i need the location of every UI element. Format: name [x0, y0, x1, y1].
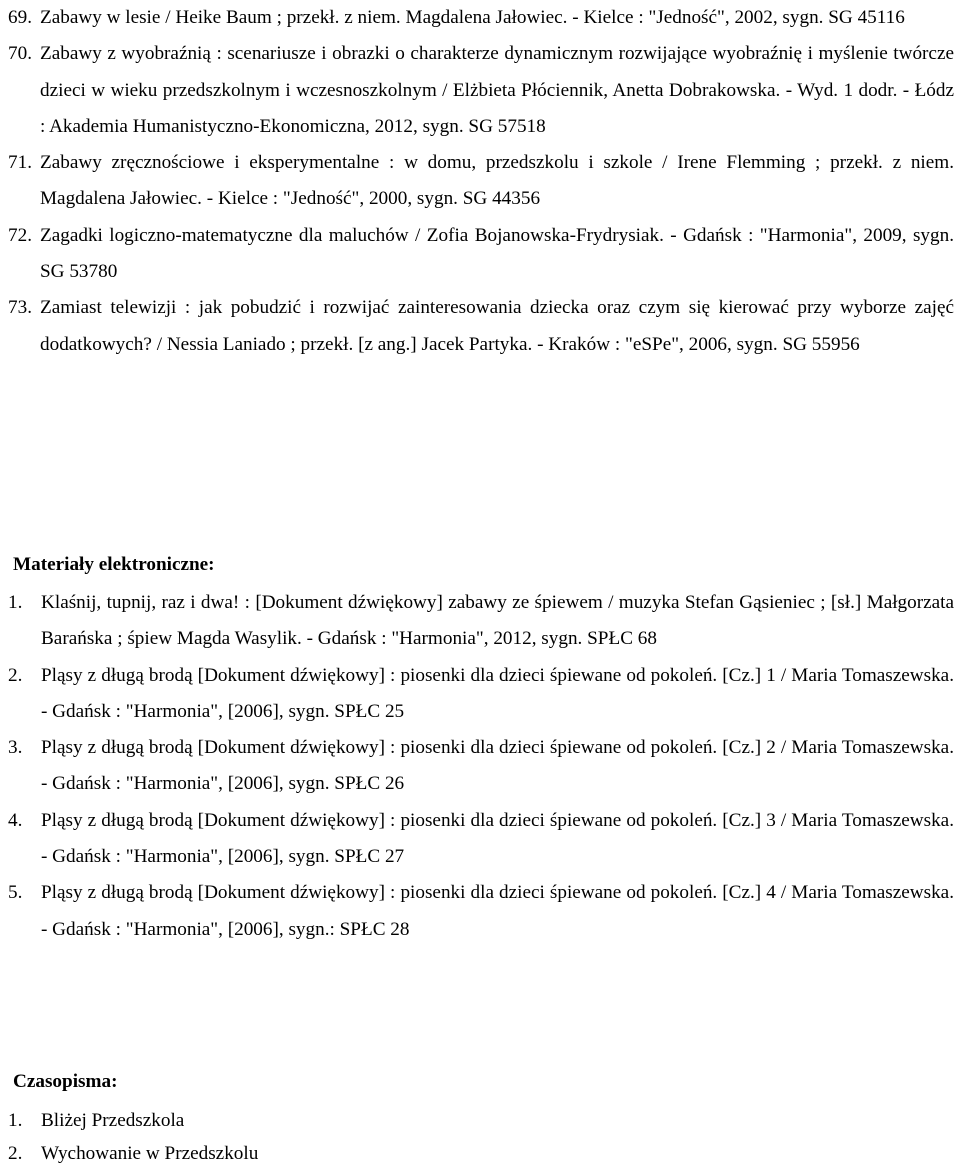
electronic-entry [8, 730, 954, 803]
electronic-entry [8, 803, 954, 876]
entry-text: Zabawy z wyobraźnią : scenariusze i obrazki o charakterze dynamicznym rozwijające wyobraźnię i myślenie twórcze dzieci w wieku przedszkolnym i wczesnoszkolnym / Elżbieta Płóciennik, Anetta Dobrakowska. - Wyd. 1 dodr. - Łódz : Akademia Humanistyczno-Ekonomiczna, 2012, sygn. SG 57518 [40, 43, 954, 137]
bibliography-entry [8, 0, 954, 36]
periodical-entry [8, 1104, 608, 1137]
entry-text: Pląsy z długą brodą [Dokument dźwiękowy] : piosenki dla dzieci śpiewane od pokoleń. [Cz.] 4 / Maria Tomaszewska. - Gdańsk : "Harmonia", [2006], sygn.: SPŁC 28 [41, 882, 954, 940]
entry-text: Zagadki logiczno-matematyczne dla maluchów / Zofia Bojanowska-Frydrysiak. - Gdańsk : "Harmonia", 2009, sygn. SG 53780 [40, 224, 954, 283]
entry-number: 3. [8, 737, 23, 759]
entry-number: 72. [8, 224, 32, 246]
entry-text: Pląsy z długą brodą [Dokument dźwiękowy] : piosenki dla dzieci śpiewane od pokoleń. [Cz.] 2 / Maria Tomaszewska. - Gdańsk : "Harmonia", [2006], sygn. SPŁC 26 [41, 737, 954, 795]
bibliography-entry [8, 290, 954, 363]
electronic-entry [8, 875, 954, 948]
entry-number: 73. [8, 297, 32, 319]
entry-number: 1. [8, 592, 23, 613]
entry-text: Zabawy zręcznościowe i eksperymentalne : w domu, przedszkolu i szkole / Irene Flemming ; przekł. z niem. Magdalena Jałowiec. - Kielce : "Jedność", 2000, sygn. SG 44356 [40, 152, 954, 210]
bibliography-entry [8, 218, 954, 291]
electronic-entry [8, 658, 954, 731]
entry-number: 71. [8, 152, 32, 174]
entry-text: Wychowanie w Przedszkolu [41, 1143, 259, 1164]
bibliography-entry [8, 36, 954, 145]
bibliography-list [8, 0, 954, 363]
entry-number: 69. [8, 7, 32, 28]
entry-number: 1. [8, 1110, 23, 1131]
entry-number: 4. [8, 809, 23, 831]
entry-number: 2. [8, 1143, 23, 1164]
section-heading-electronic: Materiały elektroniczne: [13, 554, 215, 575]
periodicals-list [8, 1104, 608, 1170]
entry-text: Pląsy z długą brodą [Dokument dźwiękowy] : piosenki dla dzieci śpiewane od pokoleń. [Cz.] 1 / Maria Tomaszewska. - Gdańsk : "Harmonia", [2006], sygn. SPŁC 25 [41, 664, 954, 722]
section-heading-periodicals: Czasopisma: [13, 1071, 118, 1092]
periodical-entry [8, 1137, 608, 1170]
entry-text: Pląsy z długą brodą [Dokument dźwiękowy] : piosenki dla dzieci śpiewane od pokoleń. [Cz.] 3 / Maria Tomaszewska. - Gdańsk : "Harmonia", [2006], sygn. SPŁC 27 [41, 809, 954, 868]
electronic-materials-list [8, 585, 954, 948]
entry-number: 2. [8, 664, 23, 686]
entry-number: 5. [8, 882, 23, 904]
entry-text: Zamiast telewizji : jak pobudzić i rozwijać zainteresowania dziecka oraz czym się kierować przy wyborze zajęć dodatkowych? / Nessia Laniado ; przekł. [z ang.] Jacek Partyka. - Kraków : "eSPe", 2006, sygn. SG 55956 [40, 297, 954, 355]
entry-text: Klaśnij, tupnij, raz i dwa! : [Dokument dźwiękowy] zabawy ze śpiewem / muzyka Stefan Gąsieniec ; [sł.] Małgorzata Barańska ; śpiew Magda Wasylik. - Gdańsk : "Harmonia", 2012, sygn. SPŁC 68 [41, 592, 954, 650]
entry-text: Zabawy w lesie / Heike Baum ; przekł. z niem. Magdalena Jałowiec. - Kielce : "Jedność", 2002, sygn. SG 45116 [40, 7, 905, 28]
electronic-entry [8, 585, 954, 658]
bibliography-entry [8, 145, 954, 218]
entry-text: Bliżej Przedszkola [41, 1110, 185, 1131]
entry-number: 70. [8, 43, 32, 65]
